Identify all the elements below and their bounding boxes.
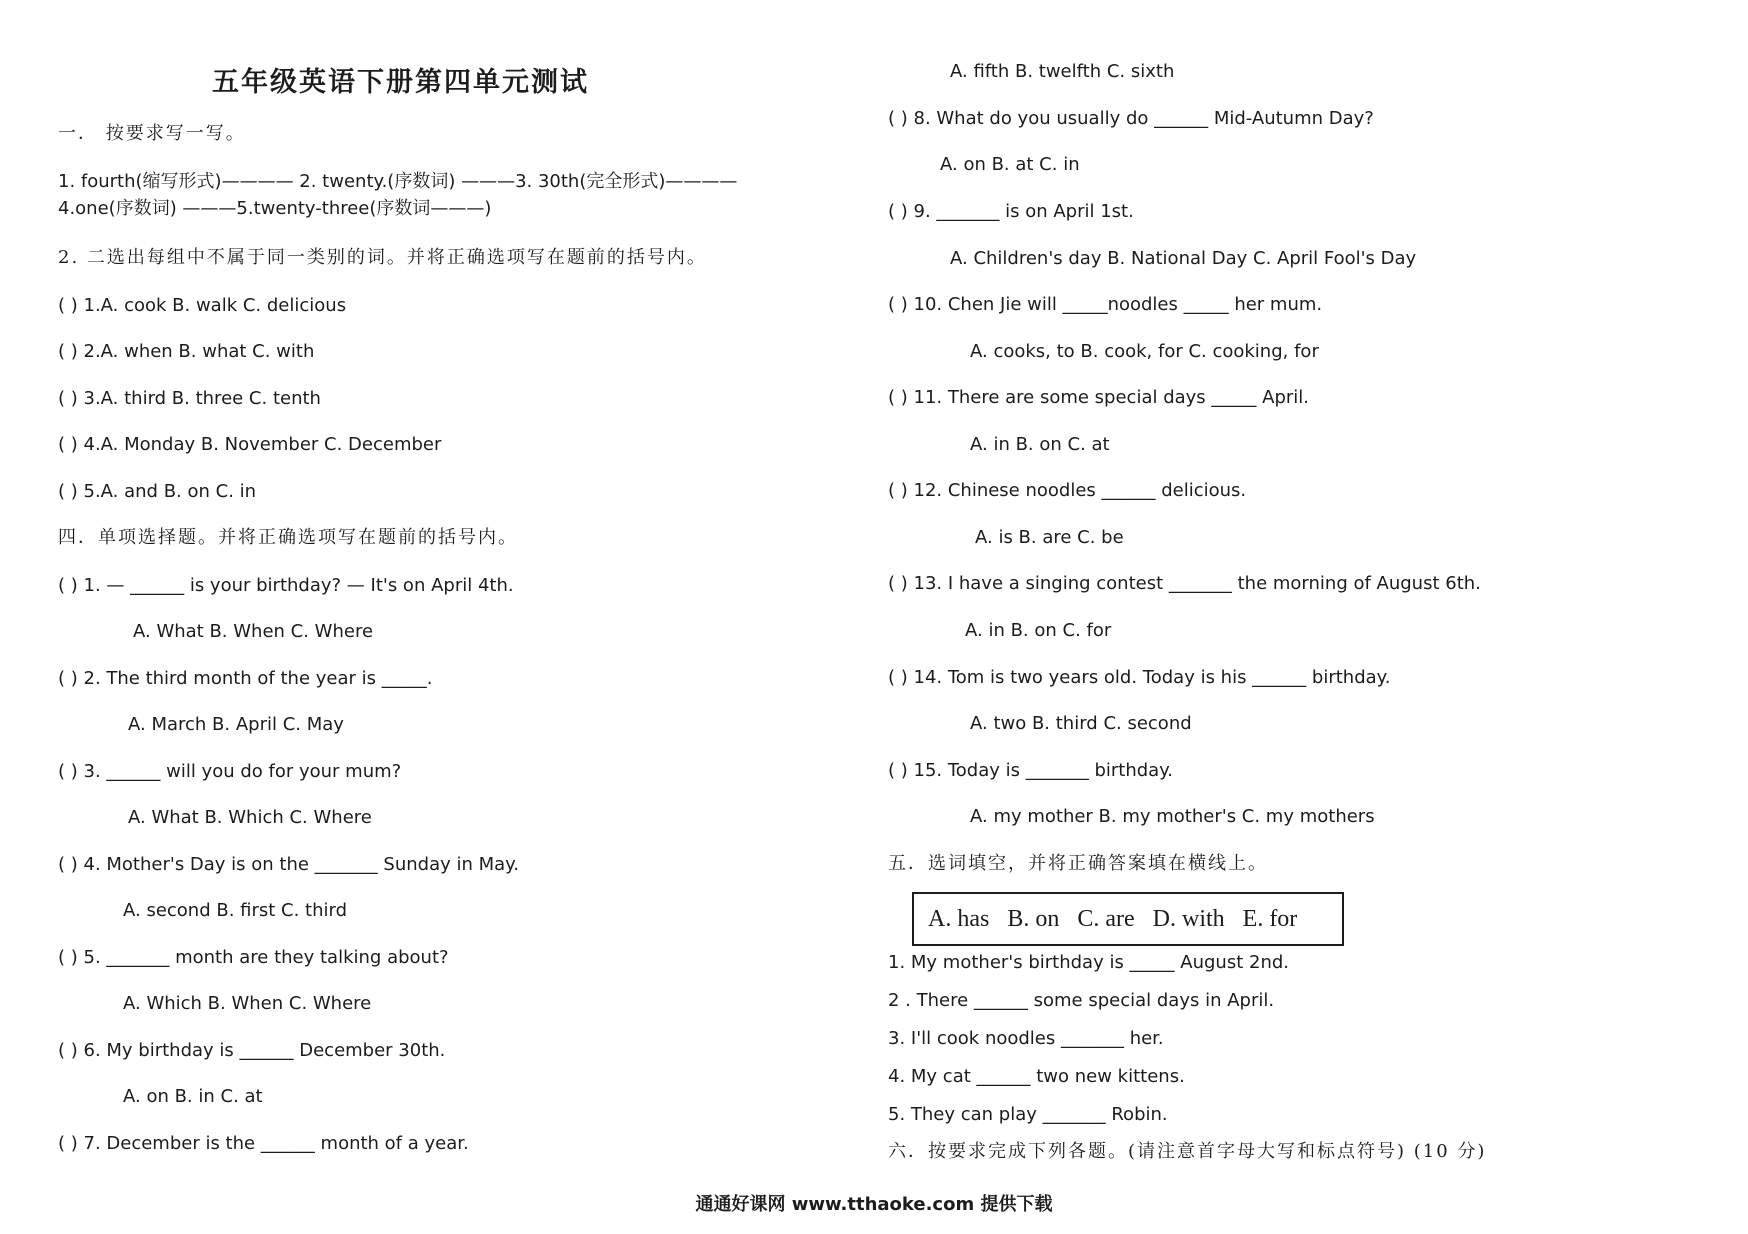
- mc-options: A. two B. third C. second: [970, 713, 1192, 734]
- mc-options: A. fifth B. twelfth C. sixth: [950, 61, 1175, 82]
- mc-question: ( ) 5. _______ month are they talking about?: [58, 947, 449, 968]
- mc-options: A. March B. April C. May: [128, 714, 344, 735]
- section2-question: ( ) 3.A. third B. three C. tenth: [58, 388, 321, 409]
- mc-question: ( ) 2. The third month of the year is _____.: [58, 668, 433, 689]
- fill-blank-item: 5. They can play _______ Robin.: [888, 1104, 1168, 1125]
- section4-heading: 四．单项选择题。并将正确选项写在题前的括号内。: [58, 527, 518, 548]
- section2-question: ( ) 5.A. and B. on C. in: [58, 481, 257, 502]
- section1-line1: 1. fourth(缩写形式)———— 2. twenty.(序数词) ———3. 30th(完全形式)————: [58, 171, 738, 192]
- mc-question: ( ) 13. I have a singing contest _______ the morning of August 6th.: [888, 573, 1481, 594]
- mc-question: ( ) 3. ______ will you do for your mum?: [58, 761, 402, 782]
- section2-question: ( ) 2.A. when B. what C. with: [58, 341, 315, 362]
- mc-options: A. Children's day B. National Day C. April Fool's Day: [950, 248, 1417, 269]
- mc-options: A. Which B. When C. Where: [123, 993, 372, 1014]
- mc-options: A. in B. on C. for: [965, 620, 1112, 641]
- mc-question: ( ) 9. _______ is on April 1st.: [888, 201, 1134, 222]
- section6-heading: 六．按要求完成下列各题。(请注意首字母大写和标点符号) (10 分): [888, 1141, 1487, 1162]
- section5-heading: 五．选词填空，并将正确答案填在横线上。: [888, 853, 1268, 874]
- mc-question: ( ) 15. Today is _______ birthday.: [888, 760, 1173, 781]
- fill-blank-item: 1. My mother's birthday is _____ August 2nd.: [888, 952, 1290, 973]
- section1-heading: 一． 按要求写一写。: [58, 123, 246, 144]
- word-bank-item: B. on: [1007, 905, 1060, 932]
- mc-options: A. on B. at C. in: [940, 154, 1080, 175]
- mc-options: A. second B. first C. third: [123, 900, 348, 921]
- word-bank-item: C. are: [1077, 905, 1135, 932]
- mc-question: ( ) 6. My birthday is ______ December 30th.: [58, 1040, 446, 1061]
- mc-options: A. on B. in C. at: [123, 1086, 263, 1107]
- fill-blank-item: 3. I'll cook noodles _______ her.: [888, 1028, 1164, 1049]
- mc-options: A. in B. on C. at: [970, 434, 1110, 455]
- word-bank-box: [912, 892, 1344, 946]
- word-bank-item: A. has: [928, 905, 990, 932]
- mc-question: ( ) 11. There are some special days _____ April.: [888, 387, 1309, 408]
- mc-question: ( ) 10. Chen Jie will _____noodles _____ her mum.: [888, 294, 1323, 315]
- mc-options: A. What B. Which C. Where: [128, 807, 372, 828]
- mc-options: A. my mother B. my mother's C. my mothers: [970, 806, 1375, 827]
- page-title: 五年级英语下册第四单元测试: [212, 67, 589, 98]
- word-bank-item: D. with: [1152, 905, 1225, 932]
- section1-line2: 4.one(序数词) ———5.twenty-three(序数词———): [58, 198, 492, 219]
- mc-options: A. What B. When C. Where: [133, 621, 374, 642]
- mc-question: ( ) 14. Tom is two years old. Today is his ______ birthday.: [888, 667, 1391, 688]
- footer-credit: 通通好课网 www.tthaoke.com 提供下载: [695, 1194, 1053, 1215]
- mc-question: ( ) 4. Mother's Day is on the _______ Sunday in May.: [58, 854, 519, 875]
- mc-question: ( ) 1. — ______ is your birthday? — It's on April 4th.: [58, 575, 514, 596]
- mc-question: ( ) 8. What do you usually do ______ Mid-Autumn Day?: [888, 108, 1374, 129]
- mc-options: A. is B. are C. be: [975, 527, 1124, 548]
- section2-heading: 2. 二选出每组中不属于同一类别的词。并将正确选项写在题前的括号内。: [58, 247, 707, 268]
- fill-blank-item: 2 . There ______ some special days in April.: [888, 990, 1275, 1011]
- section2-question: ( ) 4.A. Monday B. November C. December: [58, 434, 442, 455]
- section2-question: ( ) 1.A. cook B. walk C. delicious: [58, 295, 347, 316]
- mc-question: ( ) 12. Chinese noodles ______ delicious.: [888, 480, 1247, 501]
- mc-options: A. cooks, to B. cook, for C. cooking, for: [970, 341, 1319, 362]
- mc-question: ( ) 7. December is the ______ month of a year.: [58, 1133, 469, 1154]
- word-bank-item: E. for: [1242, 905, 1298, 932]
- fill-blank-item: 4. My cat ______ two new kittens.: [888, 1066, 1185, 1087]
